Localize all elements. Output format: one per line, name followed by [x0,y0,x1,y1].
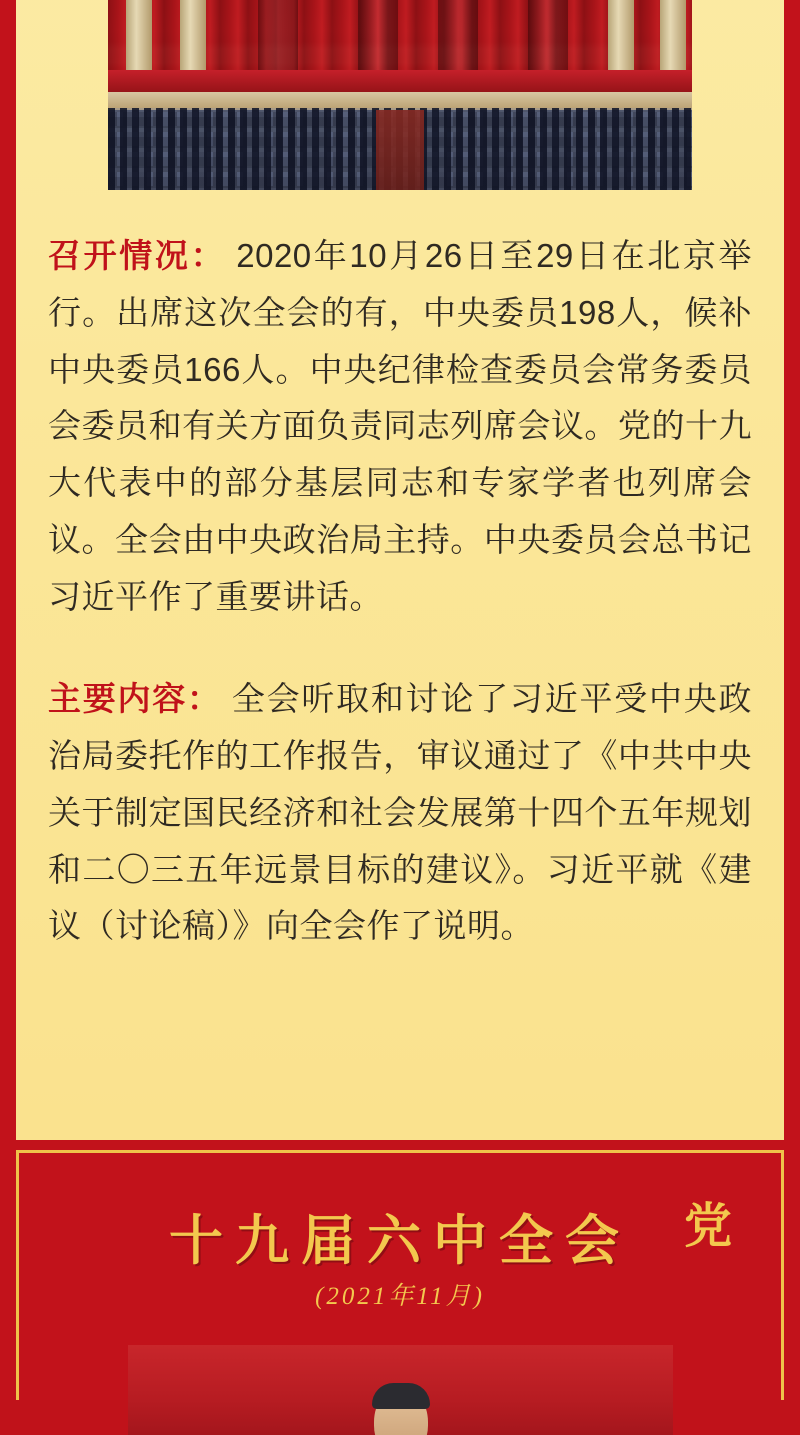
center-aisle [376,110,424,190]
portrait-hair [372,1383,430,1409]
photo-image [108,0,692,190]
next-section-photo [128,1345,673,1435]
next-section-subtitle: (2021年11月) [315,1283,485,1310]
paragraph-body: 2020年10月26日至29日在北京举行。出席这次全会的有，中央委员198人，候补中央委员166人。中央纪律检查委员会常务委员会委员和有关方面负责同志列席会议。党的十九大代表中的部分基层同志和专家学者也列席会议。全会由中央政治局主持。中央委员会总书记习近平作了重要讲话。 [48,237,753,615]
paragraph-main-content [48,671,752,955]
plenary-session-photo [108,0,692,190]
paragraph-lead: 主要内容： [48,680,222,718]
paragraph-body: 全会听取和讨论了习近平受中央政治局委托作的工作报告，审议通过了《中共中央关于制定国民经济和社会发展第十四个五年规划和二〇三五年远景目标的建议》。习近平就《建议（讨论稿）》向全会作了说明。 [48,680,753,945]
paragraph-lead: 召开情况： [48,237,227,274]
curtain-fold [358,0,398,76]
next-section-band [0,1140,800,1400]
next-section-title: 十九届六中全会 [169,1211,631,1271]
article-content [48,228,752,1001]
curtain-fold [438,0,478,76]
curtain-fold [528,0,568,76]
paragraph-convening [48,228,752,625]
party-emblem-icon: 党 [683,1200,732,1253]
curtain-fold [258,0,298,76]
